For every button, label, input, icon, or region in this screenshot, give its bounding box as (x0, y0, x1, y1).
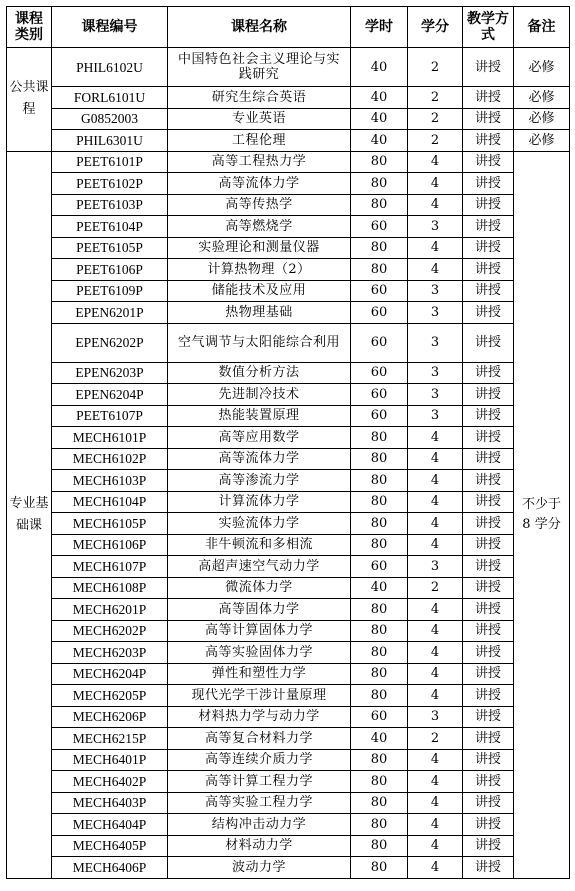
hours-cell: 80 (351, 470, 408, 492)
hours-cell: 40 (351, 130, 408, 152)
hours-cell: 60 (351, 706, 408, 728)
method-cell: 讲授 (463, 814, 514, 836)
method-cell: 讲授 (463, 577, 514, 599)
method-cell: 讲授 (463, 280, 514, 302)
course-code-cell: G0852003 (52, 108, 168, 130)
table-row (7, 706, 570, 728)
course-code-cell: MECH6401P (52, 749, 168, 771)
credits-cell: 4 (408, 427, 463, 449)
course-name-cell: 高超声速空气动力学 (168, 556, 351, 578)
course-code-cell: PHIL6102U (52, 48, 168, 87)
table-row (7, 642, 570, 664)
table-row (7, 513, 570, 535)
course-code-cell: MECH6107P (52, 556, 168, 578)
table-row (7, 491, 570, 513)
course-name-cell: 材料动力学 (168, 835, 351, 857)
credits-cell: 4 (408, 194, 463, 216)
hours-cell: 80 (351, 491, 408, 513)
method-cell: 讲授 (463, 835, 514, 857)
course-name-cell: 工程伦理 (168, 130, 351, 152)
credits-cell: 3 (408, 323, 463, 362)
table-row (7, 130, 570, 152)
method-cell: 讲授 (463, 749, 514, 771)
hours-cell: 80 (351, 685, 408, 707)
course-name-cell: 计算热物理（2） (168, 259, 351, 281)
hours-cell: 80 (351, 151, 408, 173)
credits-cell: 4 (408, 835, 463, 857)
table-row (7, 448, 570, 470)
table-row (7, 771, 570, 793)
hours-cell: 60 (351, 280, 408, 302)
credits-cell: 3 (408, 706, 463, 728)
course-code-cell: MECH6203P (52, 642, 168, 664)
table-row (7, 323, 570, 362)
hours-cell: 40 (351, 87, 408, 109)
hours-cell: 60 (351, 362, 408, 384)
method-cell: 讲授 (463, 405, 514, 427)
credits-cell: 3 (408, 362, 463, 384)
course-name-cell: 高等实验固体力学 (168, 642, 351, 664)
hours-cell: 80 (351, 792, 408, 814)
course-code-cell: MECH6108P (52, 577, 168, 599)
course-name-cell: 中国特色社会主义理论与实践研究 (168, 48, 351, 87)
credits-cell: 4 (408, 448, 463, 470)
table-row (7, 599, 570, 621)
credits-cell: 2 (408, 130, 463, 152)
method-cell: 讲授 (463, 685, 514, 707)
course-name-cell: 材料热力学与动力学 (168, 706, 351, 728)
table-row (7, 87, 570, 109)
hours-cell: 80 (351, 194, 408, 216)
course-name-cell: 数值分析方法 (168, 362, 351, 384)
method-cell: 讲授 (463, 620, 514, 642)
course-code-cell: MECH6404P (52, 814, 168, 836)
course-code-cell: MECH6406P (52, 857, 168, 879)
credits-cell: 4 (408, 620, 463, 642)
hours-cell: 80 (351, 599, 408, 621)
table-row (7, 663, 570, 685)
method-cell: 讲授 (463, 259, 514, 281)
course-name-cell: 高等流体力学 (168, 173, 351, 195)
remark-cell: 必修 (514, 87, 570, 109)
method-cell: 讲授 (463, 470, 514, 492)
credits-cell: 3 (408, 280, 463, 302)
course-code-cell: EPEN6204P (52, 384, 168, 406)
course-name-cell: 空气调节与太阳能综合利用 (168, 323, 351, 362)
table-row (7, 194, 570, 216)
course-name-cell: 高等渗流力学 (168, 470, 351, 492)
hours-cell: 80 (351, 427, 408, 449)
course-code-cell: PEET6101P (52, 151, 168, 173)
hours-cell: 60 (351, 384, 408, 406)
hours-cell: 80 (351, 835, 408, 857)
course-name-cell: 热物理基础 (168, 302, 351, 324)
course-name-cell: 非牛顿流和多相流 (168, 534, 351, 556)
table-row (7, 280, 570, 302)
credits-cell: 3 (408, 384, 463, 406)
table-row (7, 835, 570, 857)
hours-cell: 60 (351, 216, 408, 238)
course-code-cell: PEET6102P (52, 173, 168, 195)
credits-cell: 3 (408, 556, 463, 578)
course-name-cell: 研究生综合英语 (168, 87, 351, 109)
method-cell: 讲授 (463, 323, 514, 362)
course-name-cell: 高等燃烧学 (168, 216, 351, 238)
hours-cell: 40 (351, 577, 408, 599)
hours-cell: 80 (351, 663, 408, 685)
table-row (7, 857, 570, 879)
remark-cell: 必修 (514, 48, 570, 87)
credits-cell: 4 (408, 491, 463, 513)
course-name-cell: 微流体力学 (168, 577, 351, 599)
table-row (7, 108, 570, 130)
credits-cell: 2 (408, 87, 463, 109)
method-cell: 讲授 (463, 642, 514, 664)
method-cell: 讲授 (463, 706, 514, 728)
course-code-cell: FORL6101U (52, 87, 168, 109)
credits-cell: 4 (408, 534, 463, 556)
method-cell: 讲授 (463, 728, 514, 750)
table-body (7, 48, 570, 879)
method-cell: 讲授 (463, 491, 514, 513)
method-cell: 讲授 (463, 87, 514, 109)
method-cell: 讲授 (463, 384, 514, 406)
method-cell: 讲授 (463, 108, 514, 130)
credits-cell: 4 (408, 857, 463, 879)
hours-cell: 80 (351, 771, 408, 793)
course-name-cell: 高等流体力学 (168, 448, 351, 470)
hours-cell: 80 (351, 259, 408, 281)
course-code-cell: EPEN6201P (52, 302, 168, 324)
course-code-cell: PEET6106P (52, 259, 168, 281)
table-row (7, 302, 570, 324)
table-row (7, 814, 570, 836)
credits-cell: 4 (408, 642, 463, 664)
hours-cell: 80 (351, 642, 408, 664)
method-cell: 讲授 (463, 216, 514, 238)
course-name-cell: 专业英语 (168, 108, 351, 130)
course-code-cell: PEET6109P (52, 280, 168, 302)
hours-cell: 80 (351, 534, 408, 556)
category-cell: 专业基础课 (7, 151, 52, 878)
table-row (7, 48, 570, 87)
method-cell: 讲授 (463, 448, 514, 470)
course-name-cell: 高等实验工程力学 (168, 792, 351, 814)
course-name-cell: 高等计算工程力学 (168, 771, 351, 793)
credits-cell: 4 (408, 513, 463, 535)
credits-cell: 4 (408, 237, 463, 259)
method-cell: 讲授 (463, 427, 514, 449)
course-name-cell: 高等固体力学 (168, 599, 351, 621)
remark-cell: 必修 (514, 130, 570, 152)
course-code-cell: PEET6107P (52, 405, 168, 427)
header-method: 教学方式 (463, 7, 514, 48)
header-remark: 备注 (514, 7, 570, 48)
method-cell: 讲授 (463, 151, 514, 173)
credits-cell: 4 (408, 663, 463, 685)
course-name-cell: 热能装置原理 (168, 405, 351, 427)
table-row (7, 259, 570, 281)
table-row (7, 216, 570, 238)
remark-cell: 不少于 8 学分 (514, 151, 570, 878)
credits-cell: 2 (408, 48, 463, 87)
method-cell: 讲授 (463, 556, 514, 578)
table-row (7, 362, 570, 384)
credits-cell: 2 (408, 577, 463, 599)
course-code-cell: MECH6405P (52, 835, 168, 857)
course-code-cell: PEET6104P (52, 216, 168, 238)
credits-cell: 4 (408, 259, 463, 281)
table-row (7, 577, 570, 599)
course-name-cell: 高等工程热力学 (168, 151, 351, 173)
header-credits: 学分 (408, 7, 463, 48)
course-name-cell: 储能技术及应用 (168, 280, 351, 302)
hours-cell: 60 (351, 405, 408, 427)
header-hours: 学时 (351, 7, 408, 48)
table-row (7, 685, 570, 707)
hours-cell: 40 (351, 48, 408, 87)
credits-cell: 3 (408, 216, 463, 238)
hours-cell: 80 (351, 173, 408, 195)
hours-cell: 80 (351, 749, 408, 771)
credits-cell: 3 (408, 405, 463, 427)
credits-cell: 4 (408, 792, 463, 814)
method-cell: 讲授 (463, 302, 514, 324)
method-cell: 讲授 (463, 599, 514, 621)
table-row (7, 470, 570, 492)
credits-cell: 4 (408, 151, 463, 173)
table-row (7, 405, 570, 427)
header-name: 课程名称 (168, 7, 351, 48)
course-code-cell: EPEN6202P (52, 323, 168, 362)
table-row (7, 534, 570, 556)
course-name-cell: 波动力学 (168, 857, 351, 879)
credits-cell: 4 (408, 771, 463, 793)
course-name-cell: 实验流体力学 (168, 513, 351, 535)
course-code-cell: PEET6103P (52, 194, 168, 216)
remark-cell: 必修 (514, 108, 570, 130)
hours-cell: 80 (351, 620, 408, 642)
course-name-cell: 高等应用数学 (168, 427, 351, 449)
course-code-cell: PHIL6301U (52, 130, 168, 152)
method-cell: 讲授 (463, 792, 514, 814)
credits-cell: 4 (408, 173, 463, 195)
credits-cell: 4 (408, 814, 463, 836)
table-row (7, 384, 570, 406)
hours-cell: 80 (351, 448, 408, 470)
course-code-cell: MECH6106P (52, 534, 168, 556)
credits-cell: 4 (408, 749, 463, 771)
course-code-cell: MECH6103P (52, 470, 168, 492)
hours-cell: 60 (351, 556, 408, 578)
hours-cell: 80 (351, 814, 408, 836)
method-cell: 讲授 (463, 513, 514, 535)
course-code-cell: MECH6204P (52, 663, 168, 685)
category-cell: 公共课程 (7, 48, 52, 152)
course-code-cell: MECH6402P (52, 771, 168, 793)
course-name-cell: 先进制冷技术 (168, 384, 351, 406)
course-code-cell: EPEN6203P (52, 362, 168, 384)
method-cell: 讲授 (463, 534, 514, 556)
table-row (7, 728, 570, 750)
header-category: 课程类别 (7, 7, 52, 48)
method-cell: 讲授 (463, 771, 514, 793)
table-row (7, 151, 570, 173)
credits-cell: 2 (408, 728, 463, 750)
course-code-cell: MECH6105P (52, 513, 168, 535)
credits-cell: 4 (408, 599, 463, 621)
course-code-cell: MECH6201P (52, 599, 168, 621)
hours-cell: 40 (351, 728, 408, 750)
course-code-cell: PEET6105P (52, 237, 168, 259)
header-code: 课程编号 (52, 7, 168, 48)
table-row (7, 237, 570, 259)
method-cell: 讲授 (463, 48, 514, 87)
credits-cell: 4 (408, 470, 463, 492)
course-name-cell: 高等传热学 (168, 194, 351, 216)
course-table (6, 6, 570, 879)
course-code-cell: MECH6215P (52, 728, 168, 750)
table-row (7, 427, 570, 449)
hours-cell: 40 (351, 108, 408, 130)
course-name-cell: 现代光学干涉计量原理 (168, 685, 351, 707)
credits-cell: 4 (408, 685, 463, 707)
hours-cell: 80 (351, 857, 408, 879)
course-name-cell: 弹性和塑性力学 (168, 663, 351, 685)
course-code-cell: MECH6101P (52, 427, 168, 449)
table-row (7, 792, 570, 814)
method-cell: 讲授 (463, 173, 514, 195)
header-row (7, 7, 570, 48)
credits-cell: 3 (408, 302, 463, 324)
method-cell: 讲授 (463, 237, 514, 259)
course-code-cell: MECH6104P (52, 491, 168, 513)
hours-cell: 60 (351, 302, 408, 324)
table-row (7, 556, 570, 578)
course-name-cell: 高等复合材料力学 (168, 728, 351, 750)
method-cell: 讲授 (463, 130, 514, 152)
course-name-cell: 高等计算固体力学 (168, 620, 351, 642)
table-row (7, 749, 570, 771)
course-code-cell: MECH6102P (52, 448, 168, 470)
table-row (7, 173, 570, 195)
credits-cell: 2 (408, 108, 463, 130)
table-row (7, 620, 570, 642)
method-cell: 讲授 (463, 663, 514, 685)
course-code-cell: MECH6205P (52, 685, 168, 707)
hours-cell: 80 (351, 237, 408, 259)
method-cell: 讲授 (463, 194, 514, 216)
course-name-cell: 结构冲击动力学 (168, 814, 351, 836)
hours-cell: 60 (351, 323, 408, 362)
method-cell: 讲授 (463, 857, 514, 879)
course-code-cell: MECH6403P (52, 792, 168, 814)
hours-cell: 80 (351, 513, 408, 535)
course-name-cell: 高等连续介质力学 (168, 749, 351, 771)
course-code-cell: MECH6206P (52, 706, 168, 728)
course-code-cell: MECH6202P (52, 620, 168, 642)
course-name-cell: 计算流体力学 (168, 491, 351, 513)
method-cell: 讲授 (463, 362, 514, 384)
course-name-cell: 实验理论和测量仪器 (168, 237, 351, 259)
